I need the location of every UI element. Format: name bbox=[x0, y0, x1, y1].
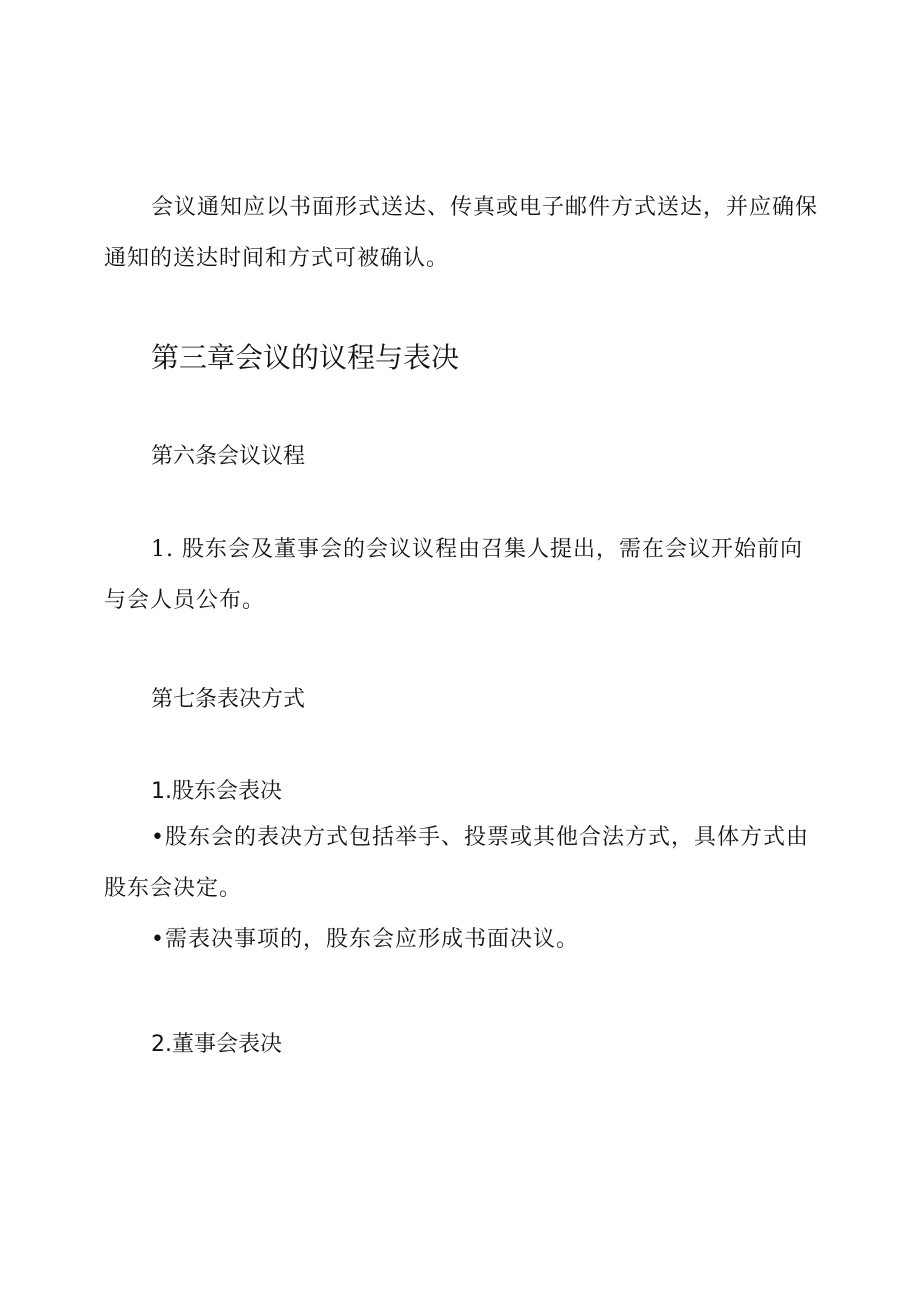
notice-paragraph bbox=[104, 182, 818, 284]
article-7-bullet-1 bbox=[104, 812, 809, 914]
article-6-item-1 bbox=[104, 524, 803, 626]
article-6-item-1-line-2: 与会人员公布。 bbox=[104, 588, 266, 613]
article-6-title: 第六条会议议程 bbox=[151, 444, 306, 469]
chapter-title: 第三章会议的议程与表决 bbox=[151, 341, 460, 374]
article-6-item-1-line-1: 1. 股东会及董事会的会议议程由召集人提出，需在会议开始前向 bbox=[151, 537, 803, 562]
article-7-bullet-2: •需表决事项的，股东会应形成书面决议。 bbox=[151, 927, 579, 952]
article-7-bullet-1-line-2: 股东会决定。 bbox=[104, 876, 243, 901]
notice-line-2: 通知的送达时间和方式可被确认。 bbox=[104, 246, 450, 271]
article-7-sub-2-title: 2.董事会表决 bbox=[151, 1032, 282, 1057]
article-7-bullet-1-line-1: •股东会的表决方式包括举手、投票或其他合法方式，具体方式由 bbox=[151, 825, 809, 850]
article-7-sub-1-title: 1.股东会表决 bbox=[151, 779, 282, 804]
article-7-title: 第七条表决方式 bbox=[151, 687, 306, 712]
notice-line-1: 会议通知应以书面形式送达、传真或电子邮件方式送达，并应确保 bbox=[151, 195, 819, 220]
